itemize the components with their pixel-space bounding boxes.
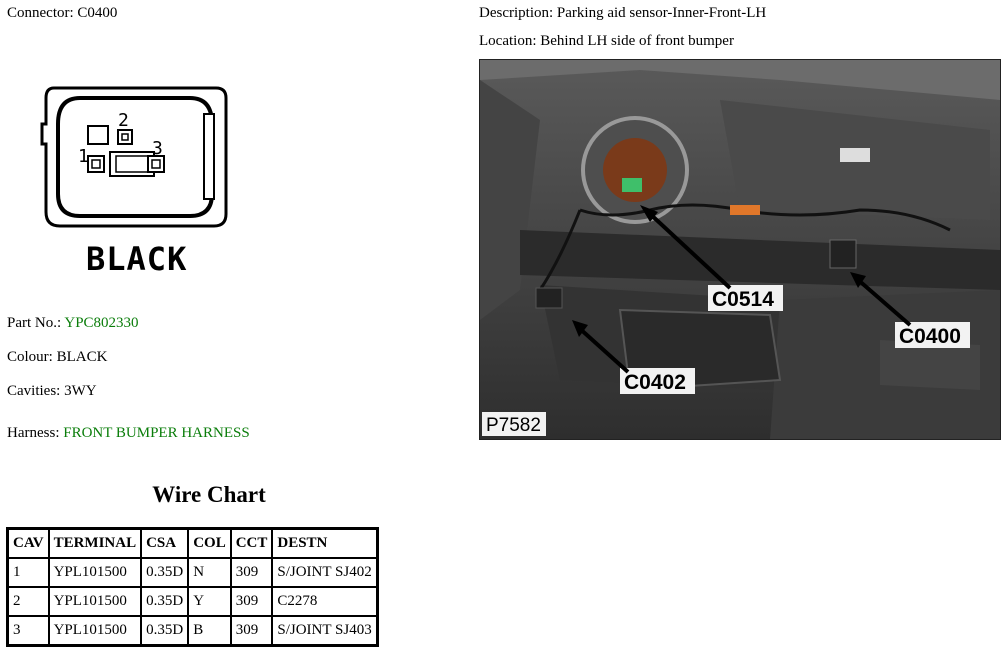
pin-label-2: 2 [118,110,129,131]
cell-terminal: YPL101500 [49,587,142,616]
cavities-row [7,383,97,400]
connector-face-diagram [40,84,230,234]
cell-destn: S/JOINT SJ403 [272,616,377,646]
callout-c0402: C0402 [624,371,686,394]
header-col: COL [188,529,231,559]
part-no-label: Part No.: [7,315,62,331]
callout-c0514: C0514 [712,288,774,311]
cavities-value: 3WY [64,383,97,399]
cell-col: N [188,558,231,587]
pin-label-1: 1 [78,146,89,167]
cell-col: B [188,616,231,646]
table-row [8,616,378,646]
cell-cct: 309 [231,587,273,616]
header-csa: CSA [141,529,188,559]
connector-id: C0400 [77,5,118,21]
colour-row [7,349,107,366]
harness-link[interactable]: FRONT BUMPER HARNESS [63,425,250,441]
description-value: Parking aid sensor-Inner-Front-LH [556,5,767,21]
cell-terminal: YPL101500 [49,558,142,587]
header-cav: CAV [8,529,49,559]
location-label: Location: [479,33,537,49]
header-destn: DESTN [272,529,377,559]
cell-col: Y [188,587,231,616]
header-terminal: TERMINAL [49,529,142,559]
connector-label: Connector: [7,5,74,21]
cell-cct: 309 [231,616,273,646]
callout-c0400: C0400 [899,325,961,348]
cell-cav: 1 [8,558,49,587]
pin-label-3: 3 [152,138,163,159]
cell-csa: 0.35D [141,558,188,587]
cell-csa: 0.35D [141,616,188,646]
part-no-link[interactable]: YPC802330 [64,315,139,331]
cell-terminal: YPL101500 [49,616,142,646]
wire-chart-title: Wire Chart [152,482,266,507]
location-photo [479,59,1001,440]
cell-destn: S/JOINT SJ402 [272,558,377,587]
location-value: Behind LH side of front bumper [540,33,734,49]
connector-heading [7,5,117,22]
connector-colour-drawing-label: BLACK [86,240,188,278]
wire-chart-table [6,527,379,647]
cell-cav: 3 [8,616,49,646]
cell-destn: C2278 [272,587,377,616]
harness-row [7,425,250,442]
harness-label: Harness: [7,425,60,441]
table-row [8,558,378,587]
colour-value: BLACK [56,349,108,365]
cavities-label: Cavities: [7,383,61,399]
location-photo-drawing [480,60,1000,439]
description-row [479,5,766,22]
part-no-row [7,315,139,332]
cell-csa: 0.35D [141,587,188,616]
photo-id: P7582 [486,415,541,436]
cell-cct: 309 [231,558,273,587]
colour-label: Colour: [7,349,53,365]
cell-cav: 2 [8,587,49,616]
description-label: Description: [479,5,554,21]
header-cct: CCT [231,529,273,559]
table-row [8,587,378,616]
location-row [479,33,734,50]
table-header-row [8,529,378,559]
